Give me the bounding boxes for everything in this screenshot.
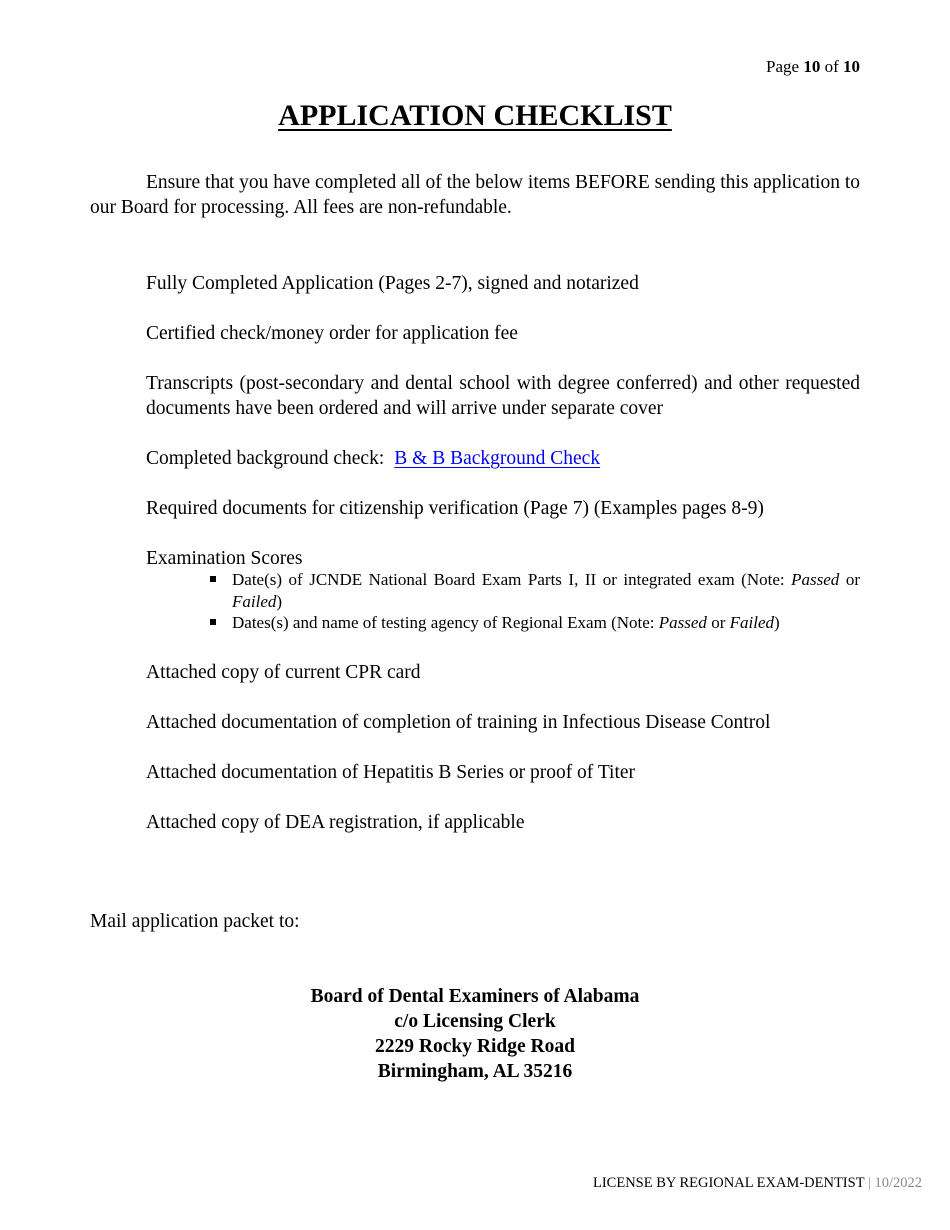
checklist-item-application: Fully Completed Application (Pages 2-7), signed and notarized <box>146 273 639 294</box>
intro-paragraph: Ensure that you have completed all of the below items BEFORE sending this application to our Board for processing. All fees are non-refundable. <box>90 172 860 218</box>
page-number: Page 10 of 10 <box>766 57 860 76</box>
bullet-square-icon <box>210 576 216 582</box>
checklist-item-transcripts: Transcripts (post-secondary and dental school with degree conferred) and other requested documents have been ordered and will arrive under separate cover <box>146 373 860 419</box>
checklist-item-hepatitis: Attached documentation of Hepatitis B Series or proof of Titer <box>146 762 636 783</box>
exam-scores-list <box>232 569 860 634</box>
footer-date: 10/2022 <box>874 1175 922 1191</box>
checklist-item-cpr: Attached copy of current CPR card <box>146 662 421 683</box>
bullet-square-icon <box>210 619 216 625</box>
footer-form-name: LICENSE BY REGIONAL EXAM-DENTIST <box>592 1175 865 1191</box>
mailing-address <box>0 984 950 1084</box>
background-check-link[interactable]: B & B Background Check <box>394 448 601 469</box>
footer <box>593 1175 922 1192</box>
checklist-item-dea: Attached copy of DEA registration, if applicable <box>146 812 525 833</box>
background-check-label: Completed background check: <box>146 448 385 469</box>
page-title: APPLICATION CHECKLIST <box>278 99 672 132</box>
address-line-4: Birmingham, AL 35216 <box>377 1061 573 1082</box>
checklist-item-infectious: Attached documentation of completion of training in Infectious Disease Control <box>146 712 771 733</box>
mail-instruction: Mail application packet to: <box>90 911 300 932</box>
footer-separator: | <box>867 1175 871 1191</box>
page-current: 10 <box>803 57 821 76</box>
checklist-item-citizenship: Required documents for citizenship verification (Page 7) (Examples pages 8-9) <box>146 498 764 519</box>
exam-bullet-jcnde: Date(s) of JCNDE National Board Exam Parts I, II or integrated exam (Note: Passed or Failed) <box>232 569 860 612</box>
checklist-item-exam-scores: Examination Scores <box>146 548 303 569</box>
address-line-3: 2229 Rocky Ridge Road <box>375 1036 575 1057</box>
address-line-2: c/o Licensing Clerk <box>394 1011 556 1032</box>
checklist-item-background <box>146 446 860 471</box>
checklist-item-fee: Certified check/money order for application fee <box>146 323 518 344</box>
exam-bullet-regional: Dates(s) and name of testing agency of Regional Exam (Note: Passed or Failed) <box>232 612 860 634</box>
page-total: 10 <box>843 57 860 76</box>
address-line-1: Board of Dental Examiners of Alabama <box>310 986 640 1007</box>
